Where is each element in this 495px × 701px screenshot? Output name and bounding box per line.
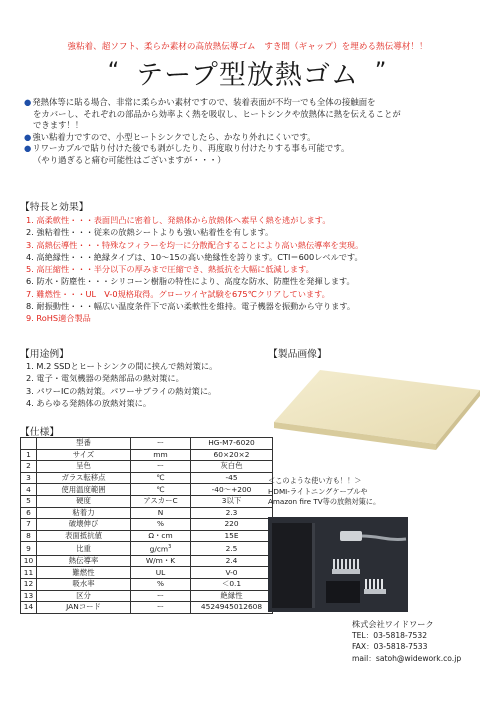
spec-row [21, 495, 273, 507]
usage-example-line: HDMI-ライトニングケーブルや [268, 486, 368, 496]
spec-cell: 絶縁性 [191, 590, 273, 602]
usage-example-line: Amazon fire TV等の放熱対策に。 [268, 497, 381, 506]
spec-cell: 15E [191, 530, 273, 542]
product-image-heading: 【製品画像】 [268, 349, 327, 360]
spec-heading: 【仕様】 [20, 427, 60, 438]
spec-cell: 220 [191, 519, 273, 531]
spec-cell: N [131, 507, 191, 519]
spec-cell: JANコード [37, 602, 131, 614]
spec-cell: 使用温度範囲 [37, 484, 131, 496]
feature-item: 1. 高柔軟性・・・表面凹凸に密着し、発熱体から放熱体へ素早く熱を逃がします。 [26, 215, 331, 225]
spec-cell: 10 [21, 555, 37, 567]
spec-cell: 2.5 [191, 542, 273, 555]
spec-cell: % [131, 579, 191, 591]
spec-cell: 区分 [37, 590, 131, 602]
spec-row [21, 579, 273, 591]
use-item: 1. M.2 SSDとヒートシンクの間に挟んで熱対策に。 [26, 361, 218, 371]
spec-cell: ＜0.1 [191, 579, 273, 591]
spec-cell: ℃ [131, 484, 191, 496]
spec-row [21, 567, 273, 579]
fax: FAX：03-5818-7533 [352, 642, 428, 652]
company-name: 株式会社ワイドワーク [352, 619, 434, 629]
close-quote: ” [374, 59, 388, 84]
usage-photo-drawing [268, 517, 408, 612]
spec-cell: Ω・cm [131, 530, 191, 542]
spec-cell: % [131, 519, 191, 531]
spec-row [21, 590, 273, 602]
spec-cell: 6 [21, 507, 37, 519]
features-heading: 【特長と効果】 [20, 202, 89, 213]
spec-cell: 13 [21, 590, 37, 602]
spec-cell: 1 [21, 449, 37, 461]
spec-cell: 熱伝導率 [37, 555, 131, 567]
uses-list [26, 360, 217, 409]
spec-cell: 4524945012608 [191, 602, 273, 614]
spec-cell: -45 [191, 472, 273, 484]
usage-example-line: ＜このような使い方も！！＞ [268, 476, 362, 485]
use-item: 4. あらゆる発熱体の放熱対策に。 [26, 397, 152, 408]
spec-row [21, 602, 273, 614]
email: mail：satoh@widework.co.jp [352, 653, 462, 663]
spec-row [21, 507, 273, 519]
spec-cell: 4 [21, 484, 37, 496]
spec-cell: ー [131, 438, 191, 450]
spec-cell: W/m・K [131, 555, 191, 567]
usage-example-caption [268, 476, 380, 508]
feature-item: 6. 防水・防塵性・・・シリコーン樹脂の特性により、高度な防水、防塵性を発揮します。 [26, 276, 355, 287]
feature-item: 2. 強粘着性・・・従来の放熱シートよりも強い粘着性を有します。 [26, 227, 274, 238]
page-title [0, 53, 495, 92]
intro-line: ●強い粘着力ですので、小型ヒートシンクでしたら、かなり外れにくいです。 [24, 131, 316, 142]
spec-cell: ー [131, 461, 191, 473]
spec-table [20, 437, 273, 614]
spec-cell: mm [131, 449, 191, 461]
spec-cell: 2.3 [191, 507, 273, 519]
spec-cell: 3 [21, 472, 37, 484]
spec-row [21, 461, 273, 473]
spec-header-row [21, 438, 273, 450]
open-quote: “ [107, 59, 121, 84]
spec-cell: 表面抵抗値 [37, 530, 131, 542]
spec-cell: V-0 [191, 567, 273, 579]
use-item: 3. パワーICの熱対策。パワーサプライの熱対策に。 [26, 385, 217, 396]
spec-cell: $g/cm^3$ [131, 542, 191, 555]
spec-cell: 破壊伸び [37, 519, 131, 531]
usage-photo [268, 517, 408, 612]
spec-cell [21, 438, 37, 450]
spec-row [21, 555, 273, 567]
intro-line: できます！！ [33, 120, 84, 131]
device-box [326, 581, 360, 603]
spec-cell: ー [131, 602, 191, 614]
bullet-icon: ● [24, 143, 32, 154]
spec-cell: 7 [21, 519, 37, 531]
contact-block [352, 619, 461, 664]
spec-row [21, 519, 273, 531]
spec-cell: ー [131, 590, 191, 602]
spec-cell: サイズ [37, 449, 131, 461]
spec-cell: 難燃性 [37, 567, 131, 579]
spec-row [21, 530, 273, 542]
feature-item: 9. RoHS適合製品 [26, 313, 91, 324]
intro-block [24, 97, 484, 167]
spec-cell: 2 [21, 461, 37, 473]
spec-cell: 比重 [37, 542, 131, 555]
hdmi-stick [340, 531, 362, 541]
spec-cell: 硬度 [37, 495, 131, 507]
spec-cell: 12 [21, 579, 37, 591]
tv-back-panel [272, 523, 312, 608]
use-item: 2. 電子・電気機器の発熱部品の熱対策に。 [26, 373, 184, 384]
spec-cell: 吸水率 [37, 579, 131, 591]
spec-cell: 2.4 [191, 555, 273, 567]
spec-cell: アスカーC [131, 495, 191, 507]
spec-cell: ℃ [131, 472, 191, 484]
spec-cell: HG-M7-6020 [191, 438, 273, 450]
spec-cell: 灰白色 [191, 461, 273, 473]
feature-item: 7. 難燃性・・・UL V-0規格取得。グローワイヤ試験を675℃クリアしています。 [26, 288, 330, 299]
spec-row [21, 542, 273, 555]
tagline: 強粘着、超ソフト、柔らか素材の高放熱伝導ゴム すき間（ギャップ）を埋める熱伝導材！！ [67, 42, 428, 52]
spec-cell: ガラス転移点 [37, 472, 131, 484]
spec-cell: 9 [21, 542, 37, 555]
tv-edge [312, 523, 315, 608]
bullet-icon: ● [24, 97, 32, 107]
intro-line: （やり過ぎると痛む可能性はございますが・・・） [33, 154, 226, 165]
spec-cell: UL [131, 567, 191, 579]
title-text: テープ型放熱ゴム [136, 60, 359, 91]
spec-cell: 11 [21, 567, 37, 579]
feature-item: 4. 高絶縁性・・・絶縁タイプは、10～15の高い絶縁性を誇ります。CTI＝600レベルです。 [26, 251, 363, 262]
spec-cell: 8 [21, 530, 37, 542]
intro-line: をカバーし、それぞれの部品から効率よく熱を吸収し、ヒートシンクや放熱体に熱を伝えることが [33, 108, 401, 119]
spec-cell: 型番 [37, 438, 131, 450]
bullet-icon: ● [24, 131, 32, 142]
spec-cell: 14 [21, 602, 37, 614]
intro-line: ●リワーカブルで貼り付けた後でも剥がしたり、再度取り付けたりする事も可能です。 [24, 143, 350, 154]
intro-line: ●発熱体等に貼る場合、非常に柔らかい素材ですので、装着表面が不均一でも全体の接触面を [24, 97, 376, 107]
spec-cell: 粘着力 [37, 507, 131, 519]
feature-item: 5. 高圧縮性・・・半分以下の厚みまで圧縮でき、熱抵抗を大幅に低減します。 [26, 264, 314, 275]
spec-row [21, 449, 273, 461]
uses-heading: 【用途例】 [20, 349, 69, 360]
features-list [26, 214, 486, 325]
spec-cell: -40～+200 [191, 484, 273, 496]
spec-row [21, 472, 273, 484]
feature-item: 3. 高熱伝導性・・・特殊なフィラーを均一に分散配合することにより高い熱伝導率を実現。 [26, 239, 364, 250]
spec-cell: 呈色 [37, 461, 131, 473]
spec-row [21, 484, 273, 496]
feature-item: 8. 耐振動性・・・幅広い温度条件下で高い柔軟性を維持。電子機器を振動から守ります。 [26, 301, 356, 312]
spec-cell: 60×20×2 [191, 449, 273, 461]
tel: TEL：03-5818-7532 [352, 631, 428, 641]
spec-cell: 3以下 [191, 495, 273, 507]
product-photo [268, 358, 486, 464]
spec-cell: 5 [21, 495, 37, 507]
